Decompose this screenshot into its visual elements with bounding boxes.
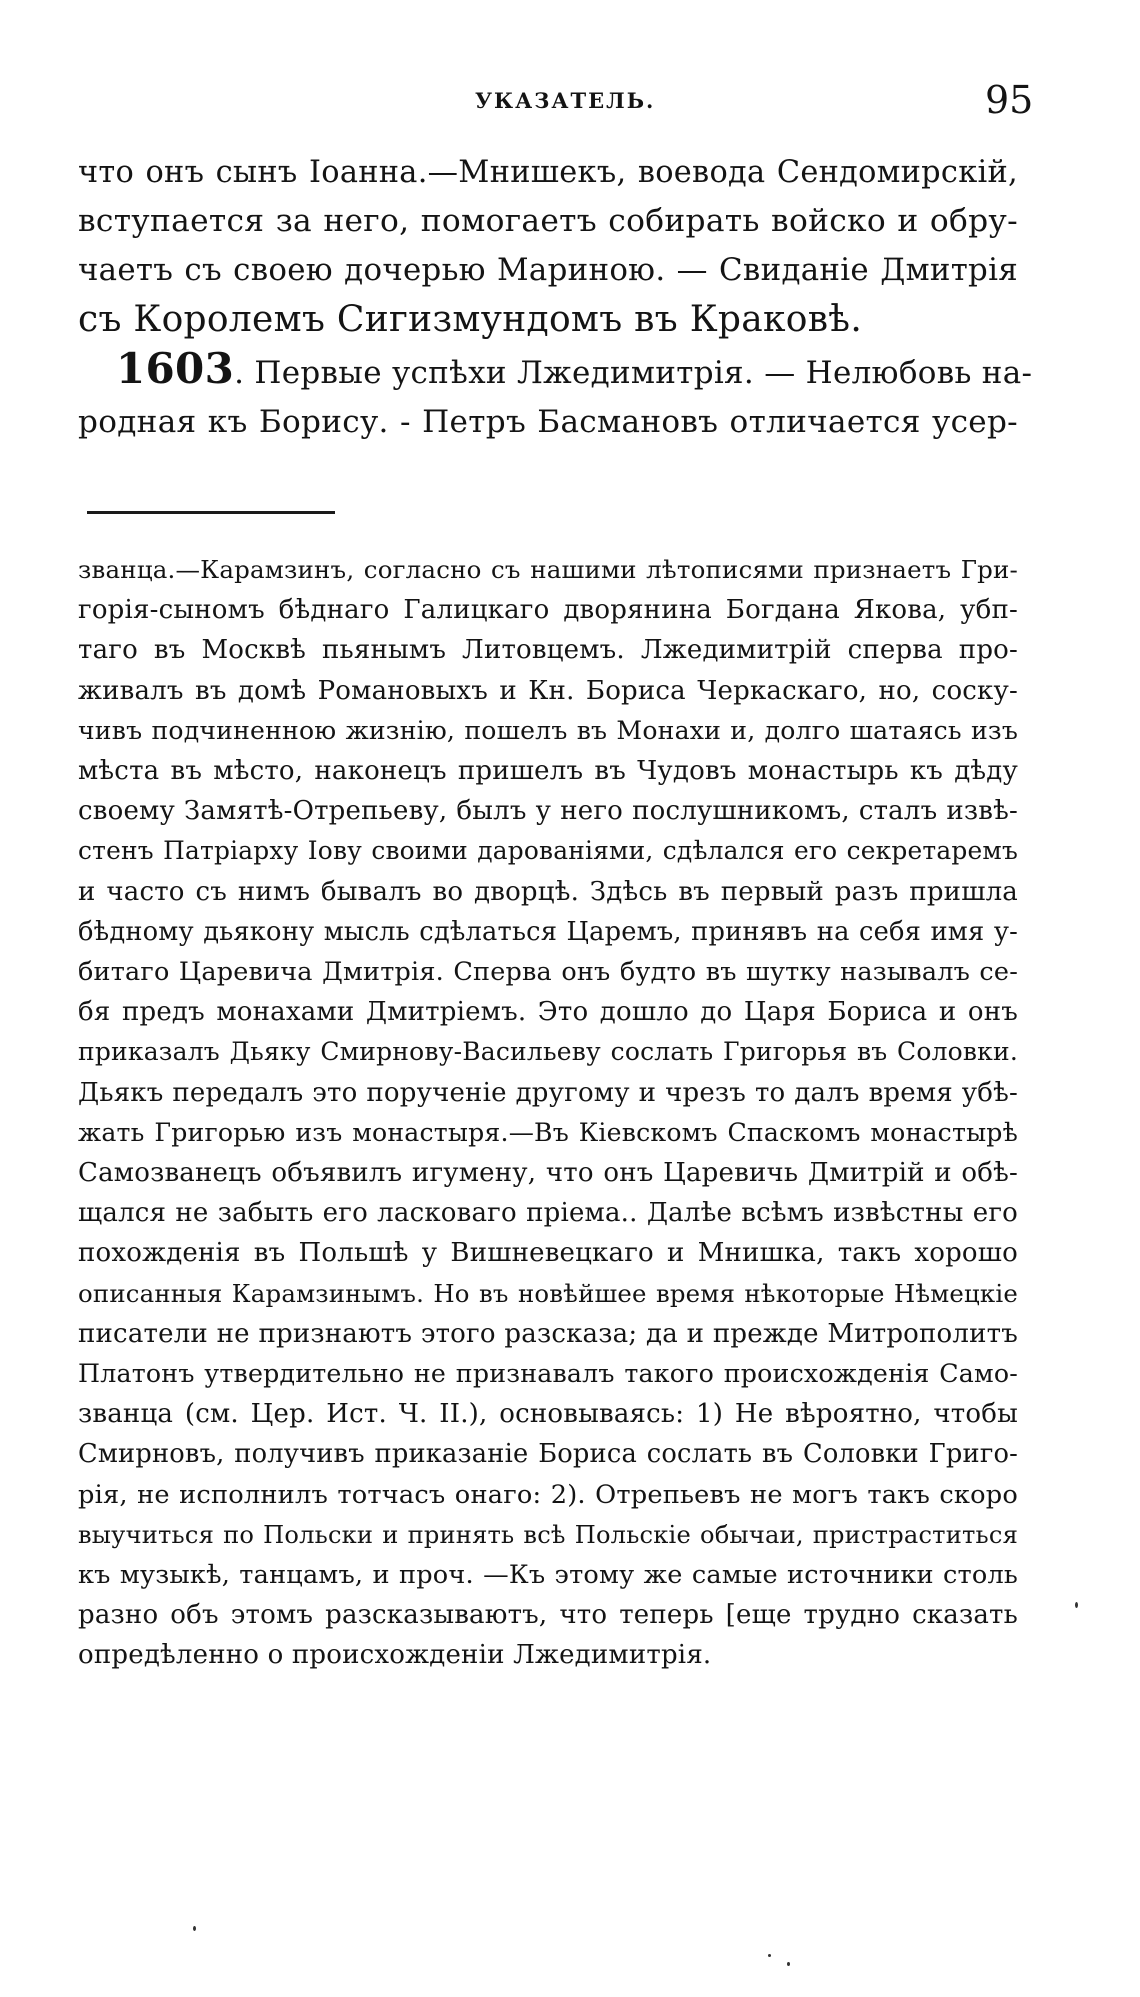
main-text-line: вступается за него, помогаетъ собирать войско и обру- [78, 203, 1018, 239]
footnote-line: званца.—Карамзинъ, согласно съ нашими лѣтописями признаетъ Гри- [78, 555, 1018, 584]
footnote-line: похожденія въ Польшѣ у Вишневецкаго и Мнишка, такъ хорошо [78, 1238, 1018, 1269]
footnote-separator-rule [87, 511, 335, 514]
footnote-line: жать Григорью изъ монастыря.—Въ Кіевскомъ Спаскомъ монастырѣ [78, 1117, 1018, 1147]
footnote-line: чивъ подчиненною жизнію, пошелъ въ Монахи и, долго шатаясь изъ [78, 715, 1018, 745]
footnote-line: къ музыкѣ, танцамъ, и проч. —Къ этому же самые источники столь [78, 1560, 1018, 1591]
footnote-line: мѣста въ мѣсто, наконецъ пришелъ въ Чудовъ монастырь къ дѣду [78, 756, 1018, 787]
main-text-line: родная къ Борису. - Петръ Басмановъ отличается усер- [78, 404, 1018, 440]
footnote-line: приказалъ Дьяку Смирнову-Васильеву сослать Григорья въ Соловки. [78, 1037, 1018, 1067]
footnote-line: описанныя Карамзинымъ. Но въ новѣйшее время нѣкоторые Нѣмецкіе [78, 1278, 1018, 1308]
print-speck [1075, 1602, 1078, 1608]
main-text-line: чаетъ съ своею дочерью Мариною. — Свиданіе Дмитрія [78, 252, 1018, 288]
footnote-line: Самозванецъ объявилъ игумену, что онъ Царевичь Дмитрій и обѣ- [78, 1158, 1018, 1189]
footnote-line: Платонъ утвердительно не признавалъ такого происхожденія Само- [78, 1359, 1018, 1389]
footnote-line: опредѣленно о происхожденіи Лжедимитрія. [78, 1640, 712, 1671]
footnote-line: битаго Царевича Дмитрія. Сперва онъ будто въ шутку называлъ се- [78, 957, 1018, 988]
footnote-line: званца (см. Цер. Ист. Ч. II.), основываясь: 1) Не вѣроятно, чтобы [78, 1399, 1018, 1430]
footnote-text [78, 550, 1018, 1676]
page-header [0, 78, 1140, 122]
footnote-line: живалъ въ домѣ Романовыхъ и Кн. Бориса Черкаскаго, но, соску- [78, 675, 1018, 706]
footnote-line: бѣдному дьякону мысль сдѣлаться Царемъ, принявъ на себя имя у- [78, 916, 1018, 947]
footnote-line: таго въ Москвѣ пьянымъ Литовцемъ. Лжедимитрій сперва про- [78, 635, 1018, 666]
main-text [78, 148, 1033, 447]
page-number: 95 [985, 78, 1034, 122]
print-speck [193, 1926, 196, 1931]
print-speck [768, 1954, 771, 1957]
footnote-line: рія, не исполнилъ тотчасъ онаго: 2). Отрепьевъ не могъ такъ скоро [78, 1479, 1018, 1510]
footnote-line: щался не забыть его ласковаго пріема.. Далѣе всѣмъ извѣстны его [78, 1198, 1018, 1229]
footnote-line: Дьякъ передалъ это порученіе другому и чрезъ то далъ время убѣ- [78, 1077, 1018, 1108]
running-head: УКАЗАТЕЛЬ. [475, 88, 656, 113]
footnote-line: писатели не признаютъ этого разсказа; да и прежде Митрополитъ [78, 1318, 1018, 1349]
year-entry-line [78, 344, 1033, 398]
footnote-line: разно объ этомъ разсказываютъ, что теперь [еще трудно сказать [78, 1600, 1018, 1631]
main-text-line: съ Королемъ Сигизмундомъ въ Краковѣ. [78, 299, 863, 340]
main-text-line: что онъ сынъ Іоанна.—Мнишекъ, воевода Сендомирскій, [78, 155, 1018, 190]
footnote-line: бя предъ монахами Дмитріемъ. Это дошло до Царя Бориса и онъ [78, 997, 1018, 1028]
footnote-line: и часто съ нимъ бывалъ во дворцѣ. Здѣсь въ первый разъ пришла [78, 876, 1018, 907]
footnote-line: горія-сыномъ бѣднаго Галицкаго дворянина Богдана Якова, убп- [78, 595, 1018, 626]
print-speck [787, 1962, 790, 1966]
year-entry-text: . Первые успѣхи Лжедимитрія. — Нелюбовь на- [234, 355, 1033, 391]
footnote-line: стенъ Патріарху Іову своими дарованіями, сдѣлался его секретаремъ [78, 836, 1018, 866]
footnote-line: своему Замятѣ-Отрепьеву, былъ у него послушникомъ, сталъ извѣ- [78, 796, 1018, 827]
footnote-line: выучиться по Польски и принять всѣ Польскіе обычаи, пристраститься [78, 1520, 1018, 1549]
footnote-line: Смирновъ, получивъ приказаніе Бориса сослать въ Соловки Григо- [78, 1439, 1018, 1470]
year-heading: 1603 [116, 344, 235, 393]
